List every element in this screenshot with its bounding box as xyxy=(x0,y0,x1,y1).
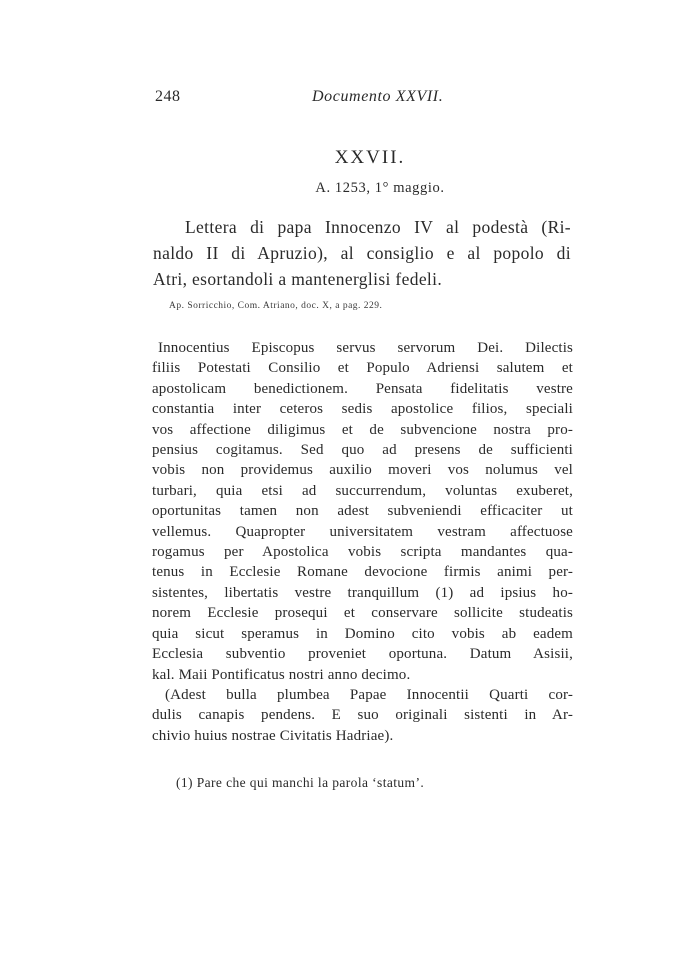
body-line: vos affectione diligimus et de subvencione nostra pro- xyxy=(152,421,573,438)
document-number: XXVII. xyxy=(334,147,406,168)
page-number: 248 xyxy=(155,88,181,105)
body-line: apostolicam benedictionem. Pensata fidelitatis vestre xyxy=(152,380,573,397)
summary-line: Atri, esortandoli a mantenerglisi fedeli. xyxy=(153,269,443,289)
summary-line: naldo II di Apruzio), al consiglio e al popolo di xyxy=(153,243,571,263)
footnote: (1) Pare che qui manchi la parola ‘statum’. xyxy=(176,775,425,790)
body-line: turbari, quia etsi ad succurrendum, voluntas exuberet, xyxy=(152,482,573,499)
body-line: (Adest bulla plumbea Papae Innocentii Quarti cor- xyxy=(165,686,573,703)
body-line: constantia inter ceteros sedis apostolice filios, speciali xyxy=(152,401,573,418)
document-summary xyxy=(153,214,571,292)
document-date: A. 1253, 1° maggio. xyxy=(315,180,445,196)
body-line: Innocentius Episcopus servus servorum Dei. Dilectis xyxy=(158,340,573,356)
body-line: Ecclesia subventio proveniet oportuna. Datum Asisii, xyxy=(152,646,573,663)
body-line: oportunitas tamen non adest subveniendi efficaciter ut xyxy=(152,503,573,520)
body-line: vobis non providemus auxilio moveri vos nolumus vel xyxy=(152,462,573,479)
source-citation: Ap. Sorricchio, Com. Atriano, doc. X, a pag. 229. xyxy=(169,301,383,311)
body-line: kal. Maii Pontificatus nostri anno decimo. xyxy=(152,666,411,683)
body-line: tenus in Ecclesie Romane devocione firmis animi per- xyxy=(152,564,573,581)
body-line: filiis Potestati Consilio et Populo Adriensi salutem et xyxy=(152,360,573,377)
body-line: pensius cogitamus. Sed quo ad presens de sufficienti xyxy=(152,442,573,459)
body-line: vellemus. Quapropter universitatem vestram affectuose xyxy=(152,523,573,540)
body-line: norem Ecclesie prosequi et conservare sollicite studeatis xyxy=(152,605,573,622)
body-line: dulis canapis pendens. E suo originali sistenti in Ar- xyxy=(152,707,573,724)
body-line: rogamus per Apostolica vobis scripta mandantes qua- xyxy=(152,544,573,561)
running-title: Documento XXVII. xyxy=(312,88,444,105)
body-line: quia sicut speramus in Domino cito vobis ab eadem xyxy=(152,625,573,642)
running-head xyxy=(155,88,570,112)
letter-body xyxy=(152,338,573,746)
summary-line: Lettera di papa Innocenzo IV al podestà (Ri- xyxy=(185,217,571,237)
body-line: chivio huius nostrae Civitatis Hadriae). xyxy=(152,727,394,744)
body-line: sistentes, libertatis vestre tranquillum (1) ad ipsius ho- xyxy=(152,584,573,601)
